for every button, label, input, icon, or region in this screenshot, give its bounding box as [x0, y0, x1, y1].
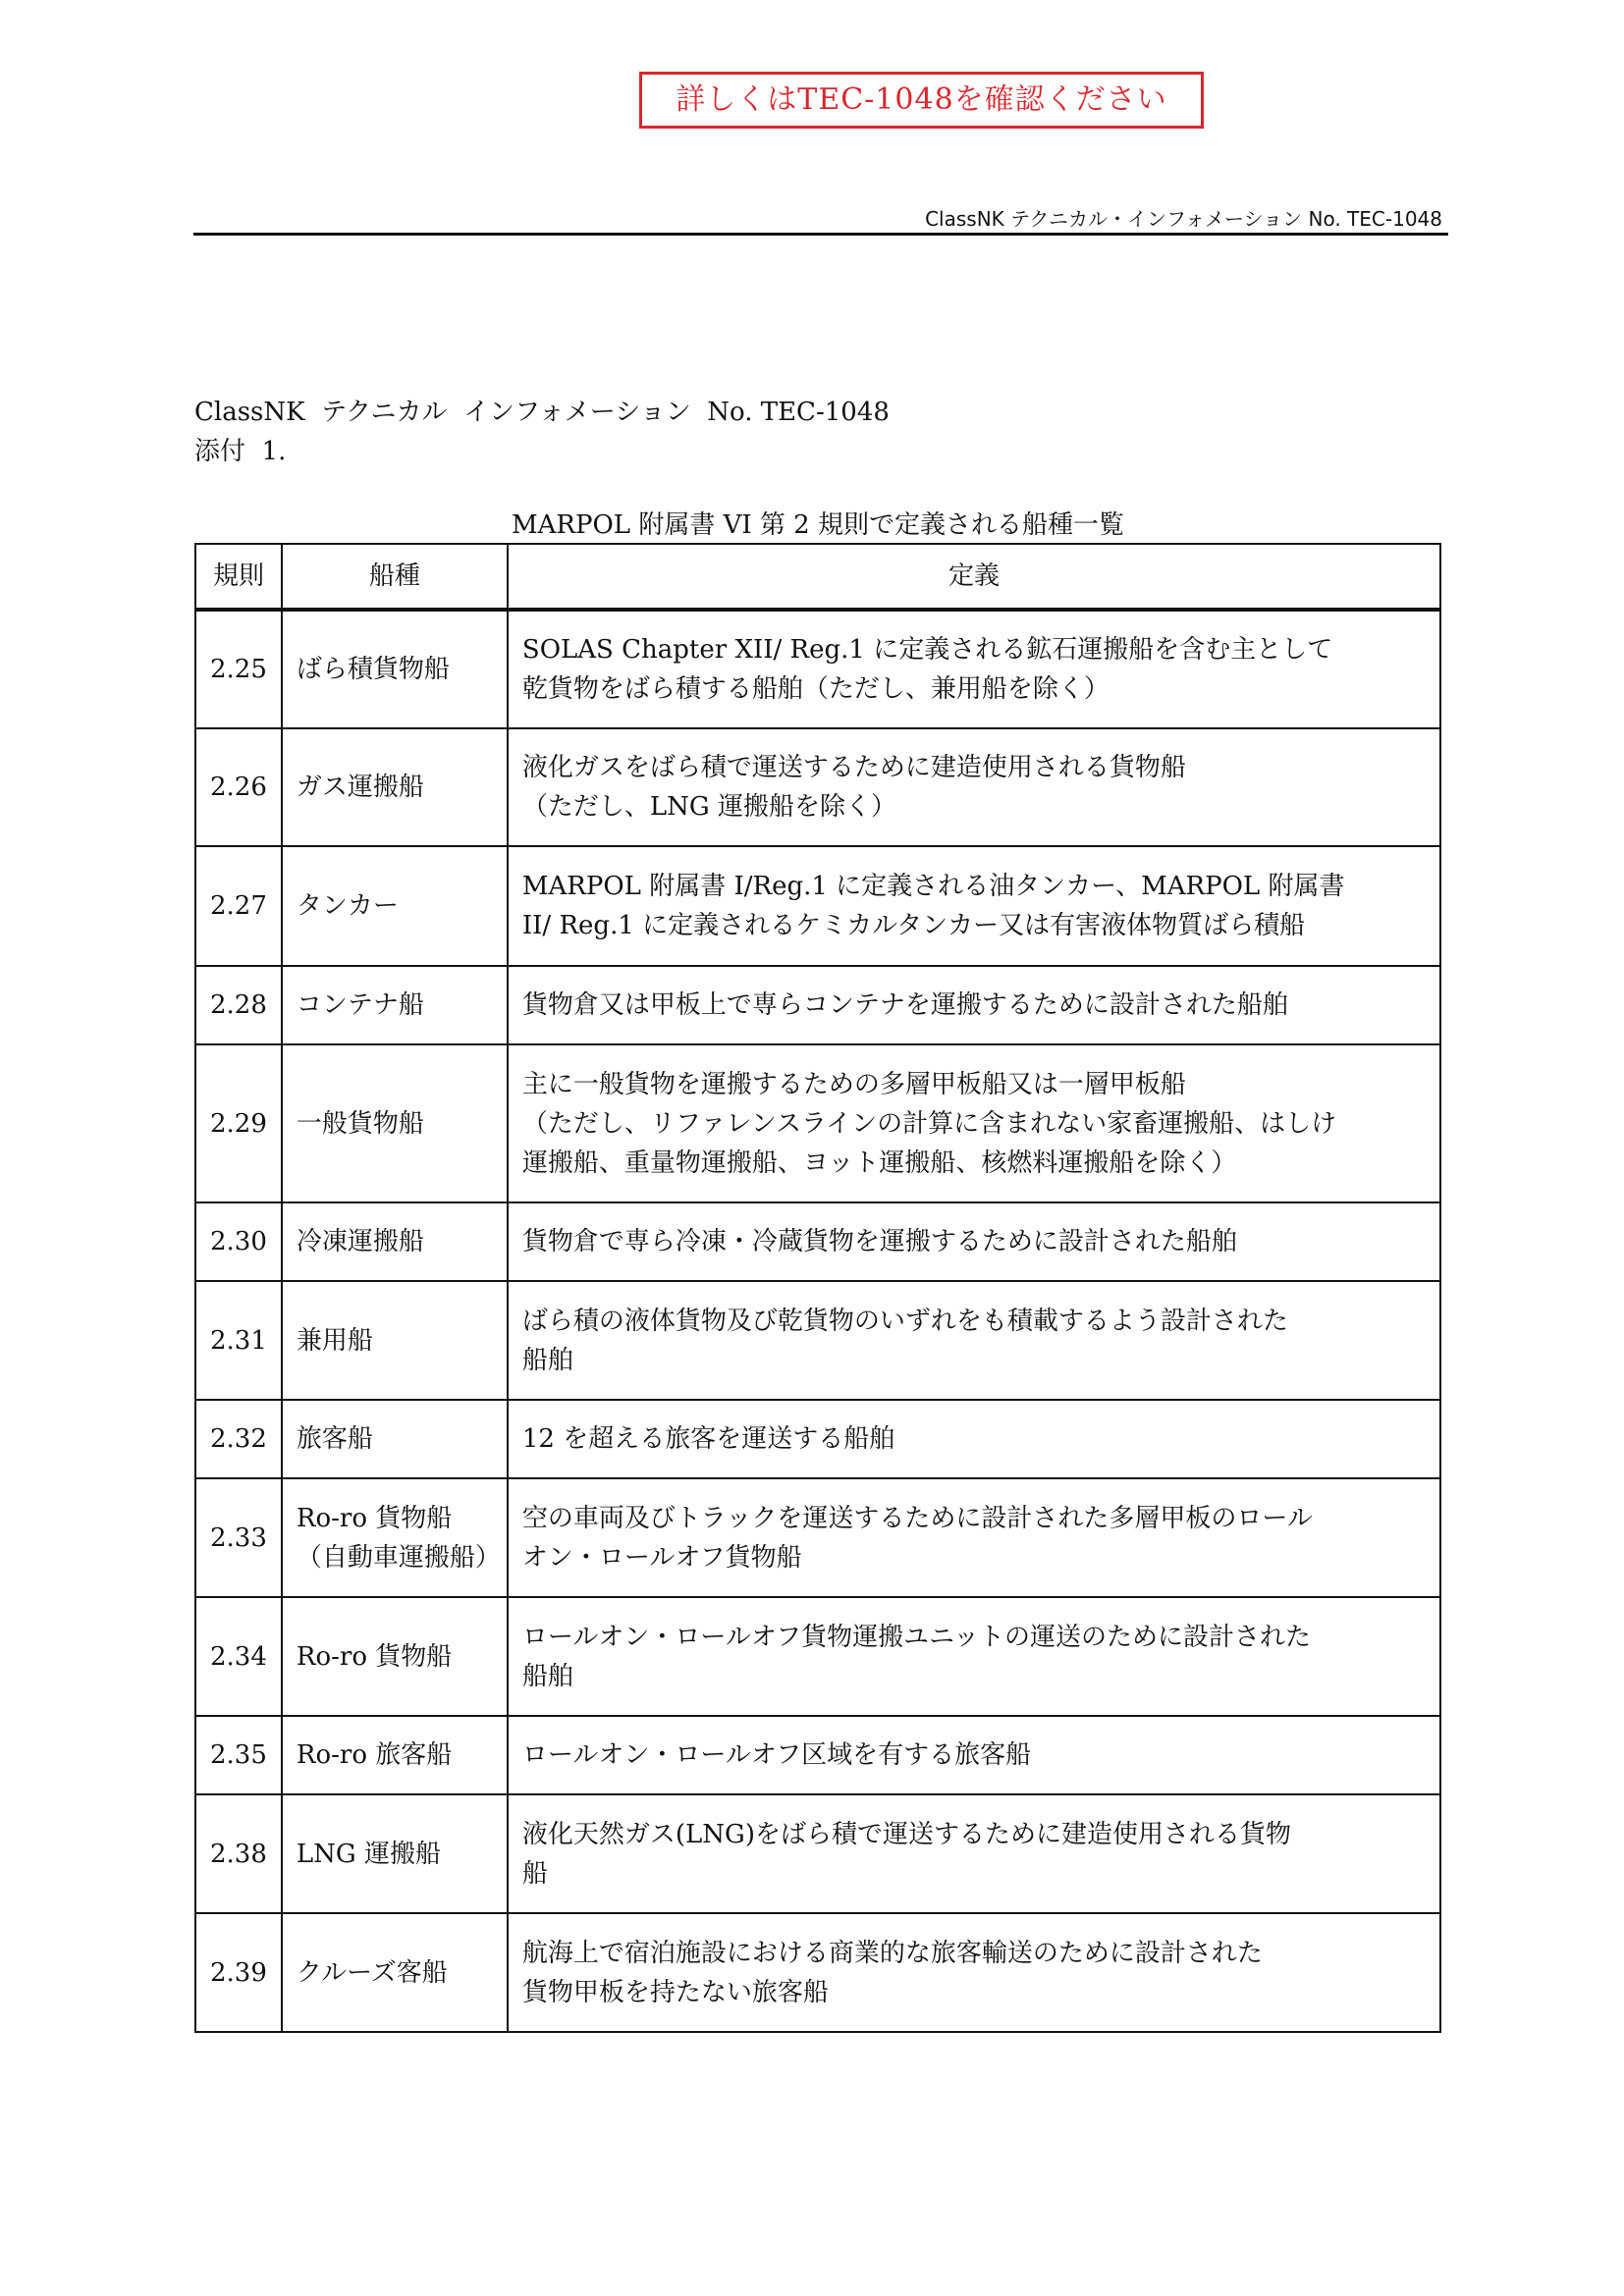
regulation-cell: 2.29 — [195, 1044, 282, 1202]
regulation-cell: 2.32 — [195, 1400, 282, 1478]
definition-cell: ロールオン・ロールオフ貨物運搬ユニットの運送のために設計された 船舶 — [508, 1597, 1440, 1716]
definition-cell: 12 を超える旅客を運送する船舶 — [508, 1400, 1440, 1478]
table-body — [195, 610, 1440, 2032]
definition-cell: 空の車両及びトラックを運送するために設計された多層甲板のロール オン・ロールオフ貨物船 — [508, 1478, 1440, 1597]
ship-type-cell: タンカー — [282, 846, 508, 966]
ship-type-cell: 冷凍運搬船 — [282, 1202, 508, 1281]
definition-cell: SOLAS Chapter XII/ Reg.1 に定義される鉱石運搬船を含む主として 乾貨物をばら積する船舶（ただし、兼用船を除く） — [508, 610, 1440, 728]
ship-type-table — [194, 543, 1441, 2033]
header-definition: 定義 — [508, 544, 1440, 610]
ship-type-cell: Ro-ro 旅客船 — [282, 1716, 508, 1794]
definition-cell: ロールオン・ロールオフ区域を有する旅客船 — [508, 1716, 1440, 1794]
ship-type-cell: 旅客船 — [282, 1400, 508, 1478]
table-row — [195, 1202, 1440, 1281]
header-rule — [193, 233, 1448, 236]
definition-cell: 液化天然ガス(LNG)をばら積で運送するために建造使用される貨物 船 — [508, 1794, 1440, 1913]
table-row — [195, 1044, 1440, 1202]
definition-cell: 貨物倉又は甲板上で専らコンテナを運搬するために設計された船舶 — [508, 966, 1440, 1044]
table-row — [195, 1281, 1440, 1400]
ship-type-cell: クルーズ客船 — [282, 1913, 508, 2032]
ship-type-cell: ガス運搬船 — [282, 728, 508, 846]
notice-text: 詳しくはTEC-1048を確認ください — [676, 82, 1167, 117]
regulation-cell: 2.27 — [195, 846, 282, 966]
running-header: ClassNK テクニカル・インフォメーション No. TEC-1048 — [925, 207, 1442, 231]
definition-cell: MARPOL 附属書 I/Reg.1 に定義される油タンカー、MARPOL 附属書 II/ Reg.1 に定義されるケミカルタンカー又は有害液体物質ばら積船 — [508, 846, 1440, 966]
regulation-cell: 2.30 — [195, 1202, 282, 1281]
document-id-line: ClassNK テクニカル インフォメーション No. TEC-1048 — [194, 398, 890, 427]
table-row — [195, 1716, 1440, 1794]
regulation-cell: 2.28 — [195, 966, 282, 1044]
document-identifier — [194, 393, 890, 471]
header-ship-type: 船種 — [282, 544, 508, 610]
table-row — [195, 1400, 1440, 1478]
definition-cell: ばら積の液体貨物及び乾貨物のいずれをも積載するよう設計された 船舶 — [508, 1281, 1440, 1400]
ship-type-cell: Ro-ro 貨物船 — [282, 1597, 508, 1716]
ship-type-cell: 兼用船 — [282, 1281, 508, 1400]
table-row — [195, 846, 1440, 966]
regulation-cell: 2.39 — [195, 1913, 282, 2032]
table-row — [195, 1794, 1440, 1913]
definition-cell: 貨物倉で専ら冷凍・冷蔵貨物を運搬するために設計された船舶 — [508, 1202, 1440, 1281]
regulation-cell: 2.31 — [195, 1281, 282, 1400]
ship-type-cell: コンテナ船 — [282, 966, 508, 1044]
header-regulation: 規則 — [195, 544, 282, 610]
regulation-cell: 2.26 — [195, 728, 282, 846]
regulation-cell: 2.33 — [195, 1478, 282, 1597]
attachment-label: 添付 1. — [194, 437, 287, 466]
ship-type-cell: LNG 運搬船 — [282, 1794, 508, 1913]
regulation-cell: 2.25 — [195, 610, 282, 728]
definition-cell: 液化ガスをばら積で運送するために建造使用される貨物船 （ただし、LNG 運搬船を除く） — [508, 728, 1440, 846]
regulation-cell: 2.35 — [195, 1716, 282, 1794]
ship-type-cell: 一般貨物船 — [282, 1044, 508, 1202]
table-row — [195, 1478, 1440, 1597]
table-row — [195, 610, 1440, 728]
table-row — [195, 1597, 1440, 1716]
definition-cell: 主に一般貨物を運搬するための多層甲板船又は一層甲板船 （ただし、リファレンスラインの計算に含まれない家畜運搬船、はしけ 運搬船、重量物運搬船、ヨット運搬船、核燃料運搬船を除く） — [508, 1044, 1440, 1202]
table-header-row — [195, 544, 1440, 610]
ship-type-cell: ばら積貨物船 — [282, 610, 508, 728]
table-row — [195, 1913, 1440, 2032]
notice-box — [639, 72, 1204, 129]
regulation-cell: 2.34 — [195, 1597, 282, 1716]
definition-cell: 航海上で宿泊施設における商業的な旅客輸送のために設計された 貨物甲板を持たない旅客船 — [508, 1913, 1440, 2032]
table-row — [195, 966, 1440, 1044]
regulation-cell: 2.38 — [195, 1794, 282, 1913]
table-title: MARPOL 附属書 VI 第 2 規則で定義される船種一覧 — [512, 510, 1124, 540]
table-row — [195, 728, 1440, 846]
ship-type-cell: Ro-ro 貨物船 （自動車運搬船） — [282, 1478, 508, 1597]
